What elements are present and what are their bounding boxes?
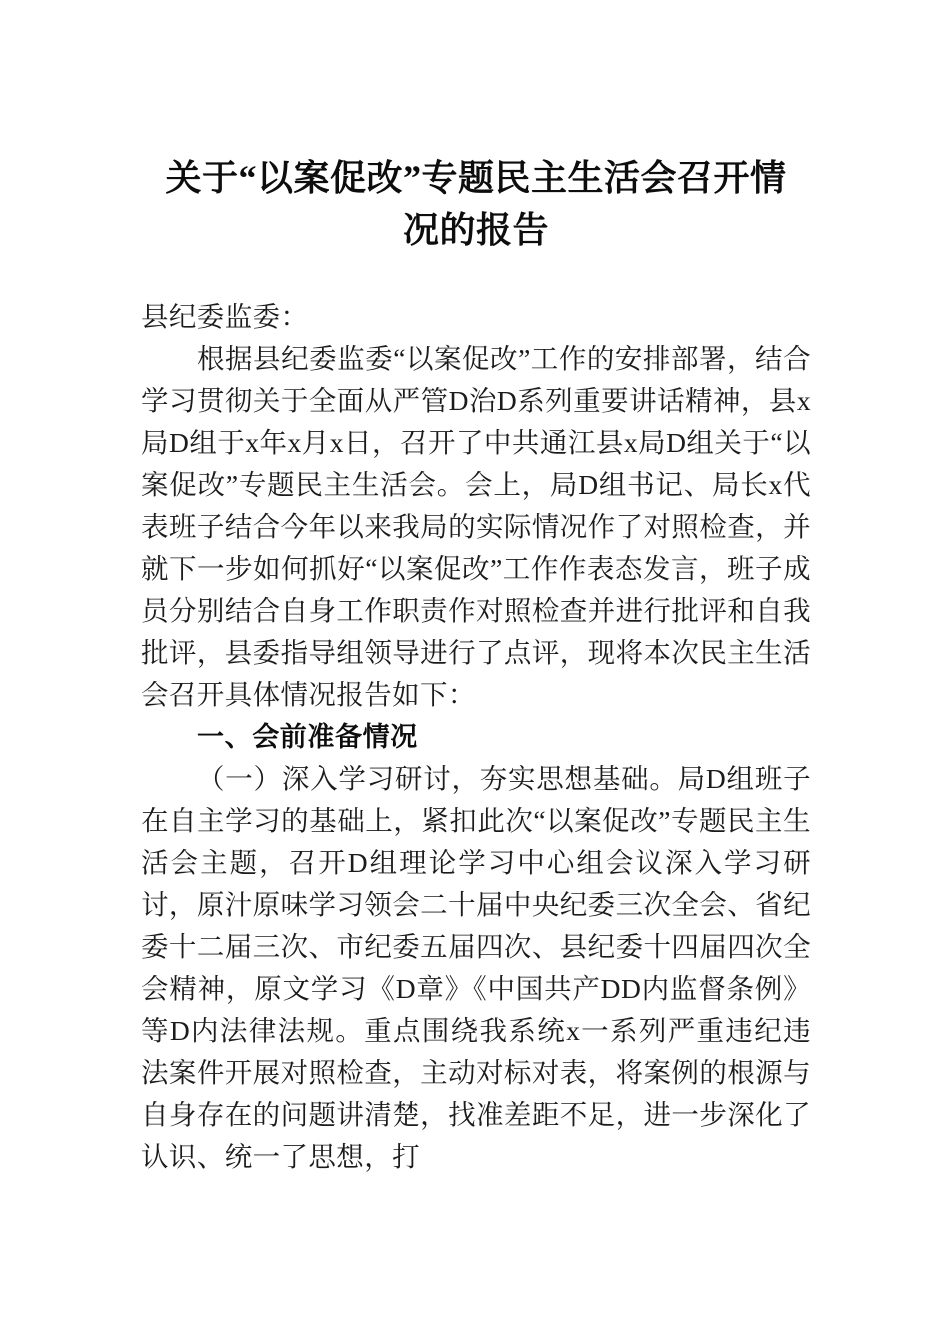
document-title-line-1: 关于“以案促改”专题民主生活会召开情 [165, 158, 787, 198]
paragraph-subsection-1-1: （一）深入学习研讨，夯实思想基础。局D组班子在自主学习的基础上，紧扣此次“以案促改”专题民主生活会主题，召开D组理论学习中心组会议深入学习研讨，原汁原味学习领会二十届中央纪委三次全会、省纪委十二届三次、市纪委五届四次、县纪委十四届四次全会精神，原文学习《D章》《中国共产DD内监督条例》等D内法律法规。重点围绕我系统x一系列严重违纪违法案件开展对照检查，主动对标对表，将案例的根源与自身存在的问题讲清楚，找准差距不足，进一步深化了认识、统一了思想，打 [141, 763, 811, 1172]
document-content-column [141, 0, 811, 1178]
section-heading-1: 一、会前准备情况 [197, 722, 418, 752]
paragraph-opening: 根据县纪委监委“以案促改”工作的安排部署，结合学习贯彻关于全面从严管D治D系列重要讲话精神，县x局D组于x年x月x日，召开了中共通江县x局D组关于“以案促改”专题民主生活会。会上，局D组书记、局长x代表班子结合今年以来我局的实际情况作了对照检查，并就下一步如何抓好“以案促改”工作作表态发言，班子成员分别结合自身工作职责作对照检查并进行批评和自我批评，县委指导组领导进行了点评，现将本次民主生活会召开具体情况报告如下： [141, 343, 811, 710]
document-title-line-2: 况的报告 [402, 210, 549, 250]
document-body [141, 296, 811, 1178]
salutation: 县纪委监委： [141, 301, 309, 332]
document-title [141, 0, 811, 256]
